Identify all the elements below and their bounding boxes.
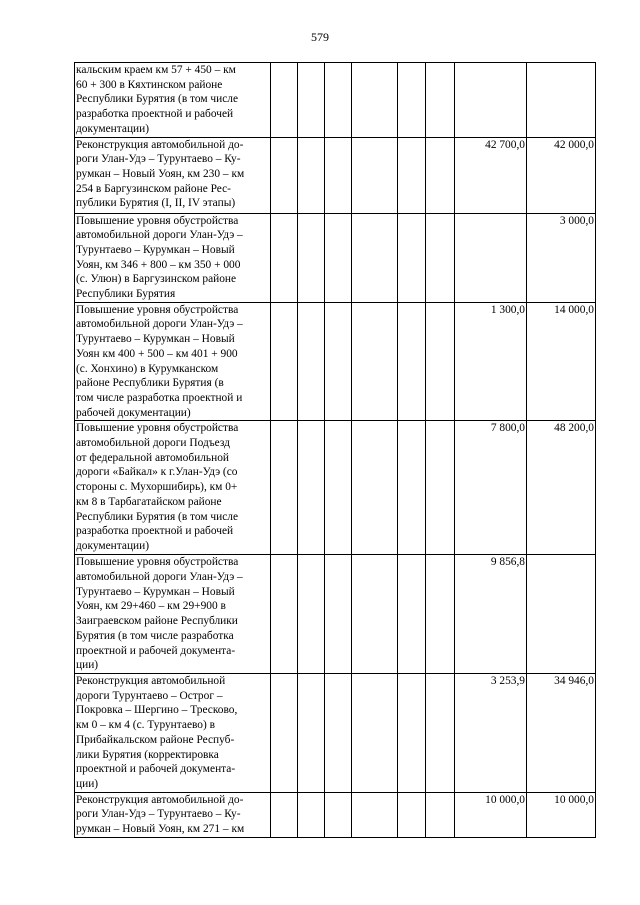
empty-cell: [271, 213, 298, 302]
value-cell-2: 3 000,0: [527, 213, 596, 302]
description-line: Повышение уровня обустройства: [76, 303, 239, 316]
empty-cell: [352, 137, 398, 213]
description-line: дороги «Байкал» к г.Улан-Удэ (со: [76, 466, 238, 479]
empty-cell: [298, 792, 325, 837]
empty-cell: [426, 555, 455, 674]
empty-cell: [426, 63, 455, 138]
description-line: (с. Улюн) в Баргузинском районе: [76, 273, 237, 286]
description-line: разработка проектной и рабочей: [76, 108, 234, 121]
empty-cell: [398, 792, 426, 837]
description-line: Уоян, км 346 + 800 – км 350 + 000: [76, 258, 241, 271]
description-line: (с. Хонхино) в Курумканском: [76, 362, 219, 375]
value-cell-2: [527, 555, 596, 674]
value-cell-2: 34 946,0: [527, 673, 596, 792]
table-row: [75, 213, 596, 302]
description-line: км 8 в Тарбагатайском районе: [76, 495, 222, 508]
empty-cell: [398, 555, 426, 674]
empty-cell: [325, 792, 352, 837]
project-description-cell: [75, 673, 271, 792]
empty-cell: [352, 555, 398, 674]
empty-cell: [352, 63, 398, 138]
description-line: автомобильной дороги Улан-Удэ –: [76, 571, 243, 584]
description-line: Покровка – Шергино – Тресково,: [76, 704, 238, 717]
description-line: документации): [76, 122, 150, 135]
project-description-cell: [75, 63, 271, 138]
value-cell-2: 14 000,0: [527, 302, 596, 421]
empty-cell: [398, 302, 426, 421]
table-row: [75, 137, 596, 213]
description-line: роги Улан-Удэ – Турунтаево – Ку-: [76, 808, 241, 821]
empty-cell: [325, 302, 352, 421]
table-row: [75, 792, 596, 837]
table-row: [75, 555, 596, 674]
empty-cell: [325, 137, 352, 213]
empty-cell: [325, 421, 352, 555]
empty-cell: [398, 137, 426, 213]
description-line: автомобильной дороги Подъезд: [76, 437, 230, 450]
empty-cell: [426, 213, 455, 302]
value-cell-1: 1 300,0: [455, 302, 527, 421]
description-line: ции): [76, 777, 99, 790]
empty-cell: [352, 213, 398, 302]
empty-cell: [325, 213, 352, 302]
description-line: проектной и рабочей документа-: [76, 644, 236, 657]
empty-cell: [352, 792, 398, 837]
description-line: роги Улан-Удэ – Турунтаево – Ку-: [76, 153, 241, 166]
value-cell-2: 10 000,0: [527, 792, 596, 837]
description-line: Турунтаево – Курумкан – Новый: [76, 243, 235, 256]
project-description-cell: [75, 213, 271, 302]
value-cell-1: 9 856,8: [455, 555, 527, 674]
empty-cell: [298, 673, 325, 792]
empty-cell: [325, 63, 352, 138]
description-line: автомобильной дороги Улан-Удэ –: [76, 229, 243, 242]
empty-cell: [325, 555, 352, 674]
description-line: от федеральной автомобильной: [76, 451, 229, 464]
table-row: [75, 673, 596, 792]
value-cell-2: 48 200,0: [527, 421, 596, 555]
project-description-cell: [75, 555, 271, 674]
description-line: Повышение уровня обустройства: [76, 556, 239, 569]
table-row: [75, 302, 596, 421]
empty-cell: [298, 213, 325, 302]
description-line: Уоян, км 29+460 – км 29+900 в: [76, 600, 226, 613]
description-line: Республики Бурятия (в том числе: [76, 93, 239, 106]
empty-cell: [298, 421, 325, 555]
empty-cell: [352, 421, 398, 555]
description-line: Прибайкальском районе Респуб-: [76, 733, 235, 746]
value-cell-1: 7 800,0: [455, 421, 527, 555]
empty-cell: [298, 555, 325, 674]
description-line: румкан – Новый Уоян, км 271 – км: [76, 823, 245, 836]
description-line: Повышение уровня обустройства: [76, 422, 239, 435]
description-line: Республики Бурятия (в том числе: [76, 510, 239, 523]
empty-cell: [398, 213, 426, 302]
value-cell-2: [527, 63, 596, 138]
description-line: Республики Бурятия: [76, 288, 176, 301]
value-cell-1: 10 000,0: [455, 792, 527, 837]
project-description-cell: [75, 137, 271, 213]
table-row: [75, 421, 596, 555]
empty-cell: [426, 673, 455, 792]
empty-cell: [271, 673, 298, 792]
empty-cell: [271, 63, 298, 138]
description-line: румкан – Новый Уоян, км 230 – км: [76, 167, 245, 180]
empty-cell: [271, 302, 298, 421]
empty-cell: [398, 673, 426, 792]
value-cell-1: 42 700,0: [455, 137, 527, 213]
description-line: дороги Турунтаево – Острог –: [76, 689, 223, 702]
description-line: Реконструкция автомобильной до-: [76, 138, 244, 151]
value-cell-1: [455, 63, 527, 138]
empty-cell: [426, 792, 455, 837]
empty-cell: [298, 63, 325, 138]
empty-cell: [352, 302, 398, 421]
budget-table: [74, 62, 596, 838]
project-description-cell: [75, 792, 271, 837]
empty-cell: [271, 137, 298, 213]
value-cell-1: 3 253,9: [455, 673, 527, 792]
empty-cell: [271, 555, 298, 674]
value-cell-2: 42 000,0: [527, 137, 596, 213]
description-line: проектной и рабочей документа-: [76, 763, 236, 776]
description-line: Реконструкция автомобильной до-: [76, 793, 244, 806]
description-line: районе Республики Бурятия (в: [76, 377, 224, 390]
empty-cell: [426, 421, 455, 555]
description-line: том числе разработка проектной и: [76, 391, 243, 404]
project-description-cell: [75, 302, 271, 421]
description-line: документации): [76, 539, 150, 552]
description-line: Бурятия (в том числе разработка: [76, 629, 234, 642]
description-line: км 0 – км 4 (с. Турунтаево) в: [76, 719, 216, 732]
value-cell-1: [455, 213, 527, 302]
empty-cell: [398, 63, 426, 138]
description-line: стороны с. Мухоршибирь), км 0+: [76, 481, 238, 494]
description-line: публики Бурятия (I, II, IV этапы): [76, 197, 236, 210]
description-line: Повышение уровня обустройства: [76, 214, 239, 227]
empty-cell: [298, 137, 325, 213]
description-line: лики Бурятия (корректировка: [76, 748, 219, 761]
description-line: Реконструкция автомобильной: [76, 674, 226, 687]
empty-cell: [325, 673, 352, 792]
description-line: Заиграевском районе Республики: [76, 615, 238, 628]
page-number: 579: [311, 30, 329, 44]
empty-cell: [271, 421, 298, 555]
empty-cell: [426, 302, 455, 421]
description-line: кальским краем км 57 + 450 – км: [76, 64, 236, 76]
empty-cell: [426, 137, 455, 213]
empty-cell: [298, 302, 325, 421]
description-line: ции): [76, 659, 99, 672]
description-line: разработка проектной и рабочей: [76, 525, 234, 538]
description-line: рабочей документации): [76, 406, 191, 419]
description-line: 254 в Баргузинском районе Рес-: [76, 182, 231, 195]
description-line: Турунтаево – Курумкан – Новый: [76, 333, 235, 346]
table-row: [75, 63, 596, 138]
description-line: автомобильной дороги Улан-Удэ –: [76, 318, 243, 331]
empty-cell: [398, 421, 426, 555]
description-line: 60 + 300 в Кяхтинском районе: [76, 78, 223, 91]
project-description-cell: [75, 421, 271, 555]
description-line: Уоян км 400 + 500 – км 401 + 900: [76, 347, 238, 360]
description-line: Турунтаево – Курумкан – Новый: [76, 585, 235, 598]
empty-cell: [271, 792, 298, 837]
empty-cell: [352, 673, 398, 792]
